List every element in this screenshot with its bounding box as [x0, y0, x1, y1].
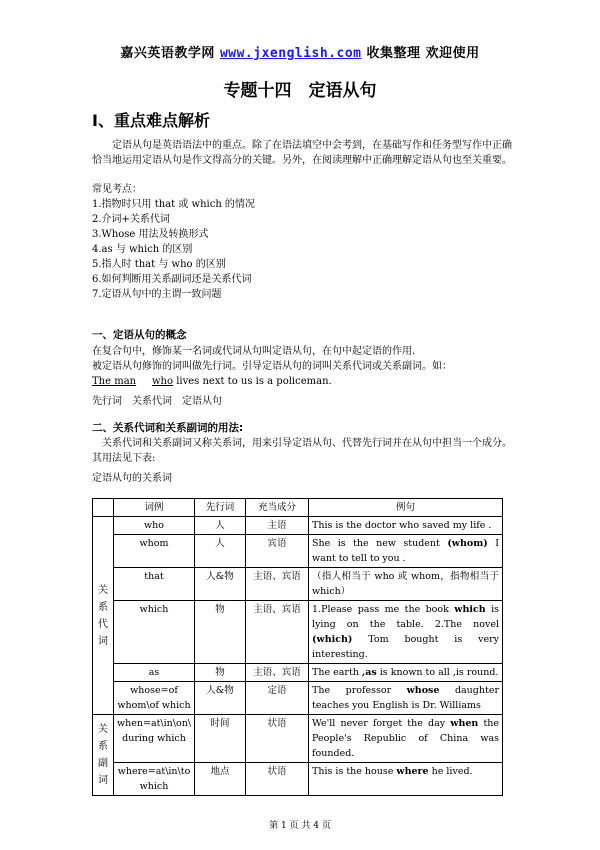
antecedent-cell: 物	[195, 601, 246, 664]
page-title: 专题十四 定语从句	[223, 81, 377, 101]
list-item: 2.介词+关系代词	[92, 214, 170, 225]
example-sentence	[92, 376, 332, 387]
example-cell: She is the new student (whom) I want to tell to you .	[309, 535, 503, 568]
word-cell: where=at\in\to which	[114, 763, 195, 796]
role-cell: 状语	[246, 763, 309, 796]
table-caption: 定语从句的关系词	[92, 473, 172, 484]
concept-line: 在复合句中，修饰某一名词或代词从句叫定语从句，在句中起定语的作用.	[92, 346, 416, 357]
column-header: 例句	[309, 499, 503, 517]
section-heading: I、重点难点解析	[92, 111, 210, 130]
header-slogan: 收集整理 欢迎使用	[366, 46, 480, 61]
example-antecedent: The man	[92, 376, 137, 387]
table-row	[93, 517, 503, 535]
word-cell: when=at\in\on\ during which	[114, 715, 195, 763]
example-cell: 1.Please pass me the book which is lying on the table. 2.The novel (which) Tom bought is very interesting.	[309, 601, 503, 664]
role-cell: 主语	[246, 517, 309, 535]
antecedent-cell: 人	[195, 535, 246, 568]
example-cell: We'll never forget the day when the People's Republic of China was founded.	[309, 715, 503, 763]
usage-heading: 二、关系代词和关系副词的用法:	[92, 422, 244, 434]
example-cell: （指人相当于 who 或 whom，指物相当于 which）	[309, 568, 503, 601]
example-rest: lives next to us is a policeman.	[173, 376, 332, 387]
word-cell: as	[114, 664, 195, 682]
concept-text	[92, 344, 512, 374]
intro-paragraph: 定语从句是英语语法中的重点。除了在语法填空中会考到，在基础写作和任务型写作中正确恰当地运用定语从句是作文得高分的关键。另外，在阅读理解中正确理解定语从句也至关重要。	[92, 140, 512, 166]
antecedent-cell: 人	[195, 517, 246, 535]
concept-heading: 一、定语从句的概念	[92, 329, 187, 341]
table-row	[93, 763, 503, 796]
page-footer: 第 1 页 共 4 页	[269, 821, 331, 831]
example-cell: This is the doctor who saved my life .	[309, 517, 503, 535]
role-cell: 主语、宾语	[246, 601, 309, 664]
antecedent-cell: 人&物	[195, 682, 246, 715]
list-item: 4.as 与 which 的区别	[92, 244, 193, 255]
word-cell: who	[114, 517, 195, 535]
example-relative: who	[152, 376, 174, 387]
antecedent-cell: 物	[195, 664, 246, 682]
role-cell: 主语、宾语	[246, 664, 309, 682]
list-item: 1.指物时只用 that 或 which 的情况	[92, 199, 255, 210]
list-item: 7.定语从句中的主谓一致问题	[92, 289, 222, 300]
word-cell: that	[114, 568, 195, 601]
example-cell: The professor whose daughter teaches you English is Dr. Williams	[309, 682, 503, 715]
antecedent-cell: 时间	[195, 715, 246, 763]
table-row	[93, 682, 503, 715]
site-name: 嘉兴英语教学网	[120, 46, 215, 61]
table-row	[93, 535, 503, 568]
points-list	[92, 182, 512, 302]
table-row	[93, 568, 503, 601]
example-cell: The earth ,as is known to all ,is round.	[309, 664, 503, 682]
table-header-row	[93, 499, 503, 517]
role-cell: 宾语	[246, 535, 309, 568]
list-item: 3.Whose 用法及转换形式	[92, 229, 209, 240]
column-header: 先行词	[195, 499, 246, 517]
group-header-cell	[93, 499, 114, 517]
usage-intro: 关系代词和关系副词又称关系词，用来引导定语从句、代替先行词并在从句中担当一个成分。其用法见下表:	[92, 438, 512, 464]
example-labels: 先行词 关系代词 定语从句	[92, 396, 222, 407]
antecedent-cell: 人&物	[195, 568, 246, 601]
group-label-pronouns: 关 系 代 词	[93, 517, 114, 715]
column-header: 词例	[114, 499, 195, 517]
word-cell: whom	[114, 535, 195, 568]
table-row	[93, 664, 503, 682]
role-cell: 定语	[246, 682, 309, 715]
site-link[interactable]: www.jxenglish.com	[219, 46, 362, 61]
role-cell: 状语	[246, 715, 309, 763]
antecedent-cell: 地点	[195, 763, 246, 796]
column-header: 充当成分	[246, 499, 309, 517]
table-row	[93, 715, 503, 763]
word-cell: which	[114, 601, 195, 664]
example-cell: This is the house where he lived.	[309, 763, 503, 796]
group-label-adverbs: 关 系 副 词	[93, 715, 114, 796]
page-header	[0, 42, 600, 61]
points-label: 常见考点：	[92, 184, 142, 195]
concept-line: 被定语从句修饰的词叫做先行词。引导定语从句的词叫关系代词或关系副词。如：	[92, 361, 452, 372]
role-cell: 主语、宾语	[246, 568, 309, 601]
relative-words-table	[92, 498, 503, 796]
table-row	[93, 601, 503, 664]
list-item: 6.如何判断用关系副词还是关系代词	[92, 274, 252, 285]
word-cell: whose=of whom\of which	[114, 682, 195, 715]
list-item: 5.指人时 that 与 who 的区别	[92, 259, 226, 270]
